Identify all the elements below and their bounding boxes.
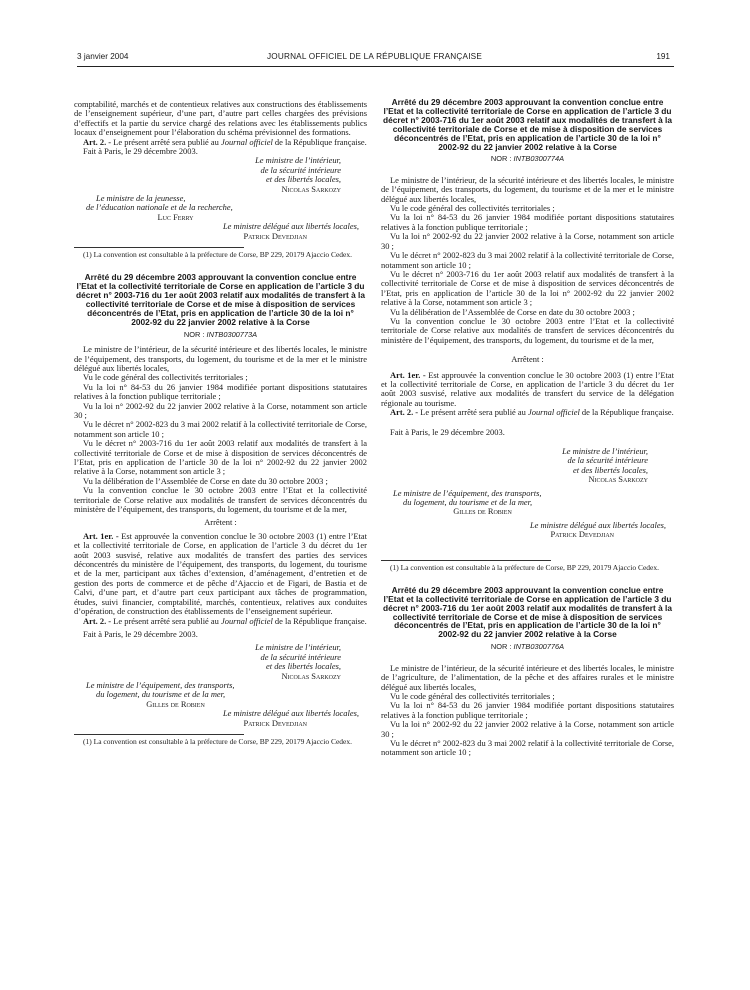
article-1: Art. 1er. - Est approuvée la convention conclue le 30 octobre 2003 (1) entre l’Etat et la collectivité territoriale de Corse, en application de l’article 3 du décret du 1er août 2003 susvisé, relative aux modalités de transfert du service de la délégation régionale au tourisme.	[381, 369, 674, 408]
visa-paragraph: Vu la loi n° 2002-92 du 22 janvier 2002 relative à la Corse, notamment son article 30 ;	[74, 400, 367, 420]
footnote-rule	[74, 247, 244, 248]
visa-paragraph: Vu la loi n° 2002-92 du 22 janvier 2002 relative à la Corse, notamment son article 30 ;	[381, 231, 674, 251]
continued-paragraph: comptabilité, marchés et de contentieux relatives aux constructions des établissements de l’enseignement supérieur, d’une part, d’autre part celles chargées des prévisions d’effectifs et la partie du service chargé des relations avec les établissements publics locaux d’enseignement pour l’élaboration du schéma prévisionnel des formations.	[74, 99, 367, 138]
article-1: Art. 1er. - Est approuvée la convention conclue le 30 octobre 2003 (1) entre l’Etat et la collectivité territoriale de Corse, en application de l’article 3 du décret du 1er août 2003 susvisé, relative aux modalités de transfert des parties des services déconcentrés du ministère de l’équipement, des transports, du logement, du tourisme et de la mer, participant aux tâches d’extension, d’aménagement, d’entretien et de gestion des ports de commerce et de pêche d’Ajaccio et de Figari, de Bastia et de Calvi, d’une part, et d’autre part ceux participant aux tâches de programmation, études, suivi financier, comptabilité, marchés, contentieux, relatives aux conduites d’opération, de construction des établissements de l’enseignement supérieur.	[74, 530, 367, 617]
signature-libertes-locales: Le ministre délégué aux libertés locales, Patrick Devedjian	[529, 519, 666, 540]
visa-paragraph: Vu le décret n° 2002-823 du 3 mai 2002 relatif à la collectivité territoriale de Corse, notamment son article 10 ;	[381, 737, 674, 758]
signature-libertes-locales: Le ministre délégué aux libertés locales, Patrick Devedjian	[222, 221, 359, 241]
visa-paragraph: Vu le code général des collectivités territoriales ;	[83, 372, 248, 383]
signature-libertes-locales: Le ministre délégué aux libertés locales, Patrick Devedjian	[222, 708, 359, 728]
header-journal-title: JOURNAL OFFICIEL DE LA RÉPUBLIQUE FRANÇAISE	[266, 52, 482, 61]
signature-equipement: Le ministre de l’équipement, des transports, du logement, du tourisme et de la mer, Gilles de Robien	[86, 679, 235, 709]
visa-paragraph: Vu la loi n° 84-53 du 26 janvier 1984 modifiée portant dispositions statutaires relatives à la fonction publique territoriale ;	[381, 700, 674, 720]
fait-a-paris: Fait à Paris, le 29 décembre 2003.	[83, 146, 198, 157]
visa-paragraph: Vu le décret n° 2003-716 du 1er août 2003 relatif aux modalités de transfert à la collectivité territoriale de Corse et de mise à disposition de services déconcentrés de l’Etat, pris en application de l’article 30 de la loi n° 2002-92 du 22 janvier 2002 relative à la Corse, notamment son article 3 ;	[381, 268, 674, 308]
running-header	[77, 52, 672, 66]
visa-paragraph: Vu le code général des collectivités territoriales ;	[390, 690, 555, 701]
visa-paragraph: Vu le décret n° 2002-823 du 3 mai 2002 relatif à la collectivité territoriale de Corse, notamment son article 10 ;	[74, 419, 367, 439]
right-column	[381, 98, 674, 758]
visa-paragraph: Vu le décret n° 2003-716 du 1er août 2003 relatif aux modalités de transfert à la collectivité territoriale de Corse et de mise à disposition de services déconcentrés de l’Etat, pris en application de l’article 30 de la loi n° 2002-92 du 22 janvier 2002 relative à la Corse, notamment son article 3 ;	[74, 438, 367, 477]
nor-reference: NOR : INTB0300776A	[490, 642, 565, 652]
visa-paragraph: Vu la délibération de l’Assemblée de Corse en date du 30 octobre 2003 ;	[390, 306, 635, 317]
visa-paragraph: Vu la loi n° 84-53 du 26 janvier 1984 modifiée portant dispositions statutaires relatives à la fonction publique territoriale ;	[74, 381, 367, 402]
visa-list	[381, 664, 674, 758]
footnote-rule	[381, 560, 551, 561]
visa-paragraph: Le ministre de l’intérieur, de la sécurité intérieure et des libertés locales, le ministre de l’agriculture, de l’alimentation, de la pêche et des affaires rurales et le ministre délégué aux libertés locales,	[381, 662, 674, 692]
visa-paragraph: Vu la loi n° 2002-92 du 22 janvier 2002 relative à la Corse, notamment son article 30 ;	[381, 719, 674, 739]
left-column	[74, 100, 367, 746]
footnote: (1) La convention est consultable à la préfecture de Corse, BP 229, 20179 Ajaccio Cedex.	[390, 562, 660, 572]
decree-title: Arrêté du 29 décembre 2003 approuvant la convention conclue entre l’Etat et la collectivité territoriale de Corse en application de l’article 3 du décret n° 2003-716 du 1er août 2003 relatif aux modalités de transfert à la collectivité territoriale de Corse et de mise à disposition de services déconcentrés de l’Etat, pris en application de l’article 30 de la loi n° 2002-92 du 22 janvier 2002 relative à la Corse	[383, 97, 673, 152]
visa-list	[74, 345, 367, 514]
visa-paragraph: Le ministre de l’intérieur, de la sécurité intérieure et des libertés locales, le ministre de l’équipement, des transports, du logement, du tourisme et de la mer et le ministre délégué aux libertés locales,	[74, 344, 367, 373]
decree-title: Arrêté du 29 décembre 2003 approuvant la convention conclue entre l’Etat et la collectivité territoriale de Corse en application de l’article 3 du décret n° 2003-716 du 1er août 2003 relatif aux modalités de transfert à la collectivité territoriale de Corse et de mise à disposition de services déconcentrés de l’Etat, pris en application de l’article 30 de la loi n° 2002-92 du 22 janvier 2002 relative à la Corse	[383, 584, 673, 640]
visa-paragraph: Vu le code général des collectivités territoriales ;	[390, 203, 555, 214]
visa-paragraph: Le ministre de l’intérieur, de la sécurité intérieure et des libertés locales, le ministre de l’équipement, des transports, du logement, du tourisme et de la mer et le ministre délégué aux libertés locales,	[381, 174, 674, 204]
header-page-number: 191	[656, 52, 670, 61]
nor-reference: NOR : INTB0300773A	[183, 329, 258, 339]
footnote: (1) La convention est consultable à la préfecture de Corse, BP 229, 20179 Ajaccio Cedex.	[83, 250, 353, 260]
visa-paragraph: Vu le décret n° 2002-823 du 3 mai 2002 relatif à la collectivité territoriale de Corse, notamment son article 10 ;	[381, 250, 674, 270]
fait-a-paris: Fait à Paris, le 29 décembre 2003.	[390, 426, 505, 437]
visa-paragraph: Vu la convention conclue le 30 octobre 2003 entre l’Etat et la collectivité territoriale de Corse relative aux modalités de transfert de services déconcentrés du ministère de l’équipement, des transports, du logement, du tourisme et de la mer,	[381, 315, 674, 345]
fait-a-paris: Fait à Paris, le 29 décembre 2003.	[83, 628, 198, 639]
header-date: 3 janvier 2004	[77, 52, 129, 61]
visa-paragraph: Vu la convention conclue le 30 octobre 2003 entre l’Etat et la collectivité territoriale de Corse relative aux modalités de transfert de services déconcentrés du ministère de l’équipement, des transports, du logement, du tourisme et de la mer,	[74, 485, 367, 515]
arretent-heading: Arrêtent :	[204, 517, 237, 528]
nor-reference: NOR : INTB0300774A	[490, 154, 565, 164]
visa-paragraph: Vu la délibération de l’Assemblée de Corse en date du 30 octobre 2003 ;	[83, 475, 328, 486]
decree-title: Arrêté du 29 décembre 2003 approuvant la convention conclue entre l’Etat et la collectivité territoriale de Corse en application de l’article 3 du décret n° 2003-716 du 1er août 2003 relatif aux modalités de transfert à la collectivité territoriale de Corse et de mise à disposition de services déconcentrés de l’Etat, pris en application de l’article 30 de la loi n° 2002-92 du 22 janvier 2002 relative à la Corse	[76, 272, 366, 327]
signature-interieur: Le ministre de l’intérieur, de la sécurité intérieure et des libertés locales, Nicolas Sarkozy	[562, 446, 648, 485]
arretent-heading: Arrêtent :	[511, 354, 544, 365]
signature-education: Le ministre de la jeunesse, de l’éducation nationale et de la recherche, Luc Ferry	[86, 193, 233, 222]
header-rule	[77, 66, 674, 67]
signature-interieur: Le ministre de l’intérieur, de la sécurité intérieure et des libertés locales, Nicolas Sarkozy	[255, 642, 341, 681]
signature-interieur: Le ministre de l’intérieur, de la sécurité intérieure et des libertés locales, Nicolas Sarkozy	[255, 155, 341, 194]
visa-paragraph: Vu la loi n° 84-53 du 26 janvier 1984 modifiée portant dispositions statutaires relatives à la fonction publique territoriale ;	[381, 212, 674, 232]
visa-list	[381, 176, 674, 345]
article-2: Art. 2. - Le présent arrêté sera publié au Journal officiel de la République française.	[83, 615, 367, 626]
footnote: (1) La convention est consultable à la préfecture de Corse, BP 229, 20179 Ajaccio Cedex.	[83, 736, 353, 746]
signature-equipement: Le ministre de l’équipement, des transports, du logement, du tourisme et de la mer, Gilles de Robien	[393, 487, 542, 517]
article-2: Art. 2. - Le présent arrêté sera publié au Journal officiel de la République française.	[390, 407, 674, 418]
article-2: Art. 2. - Le présent arrêté sera publié au Journal officiel de la République française.	[83, 136, 367, 147]
footnote-rule	[74, 734, 244, 735]
